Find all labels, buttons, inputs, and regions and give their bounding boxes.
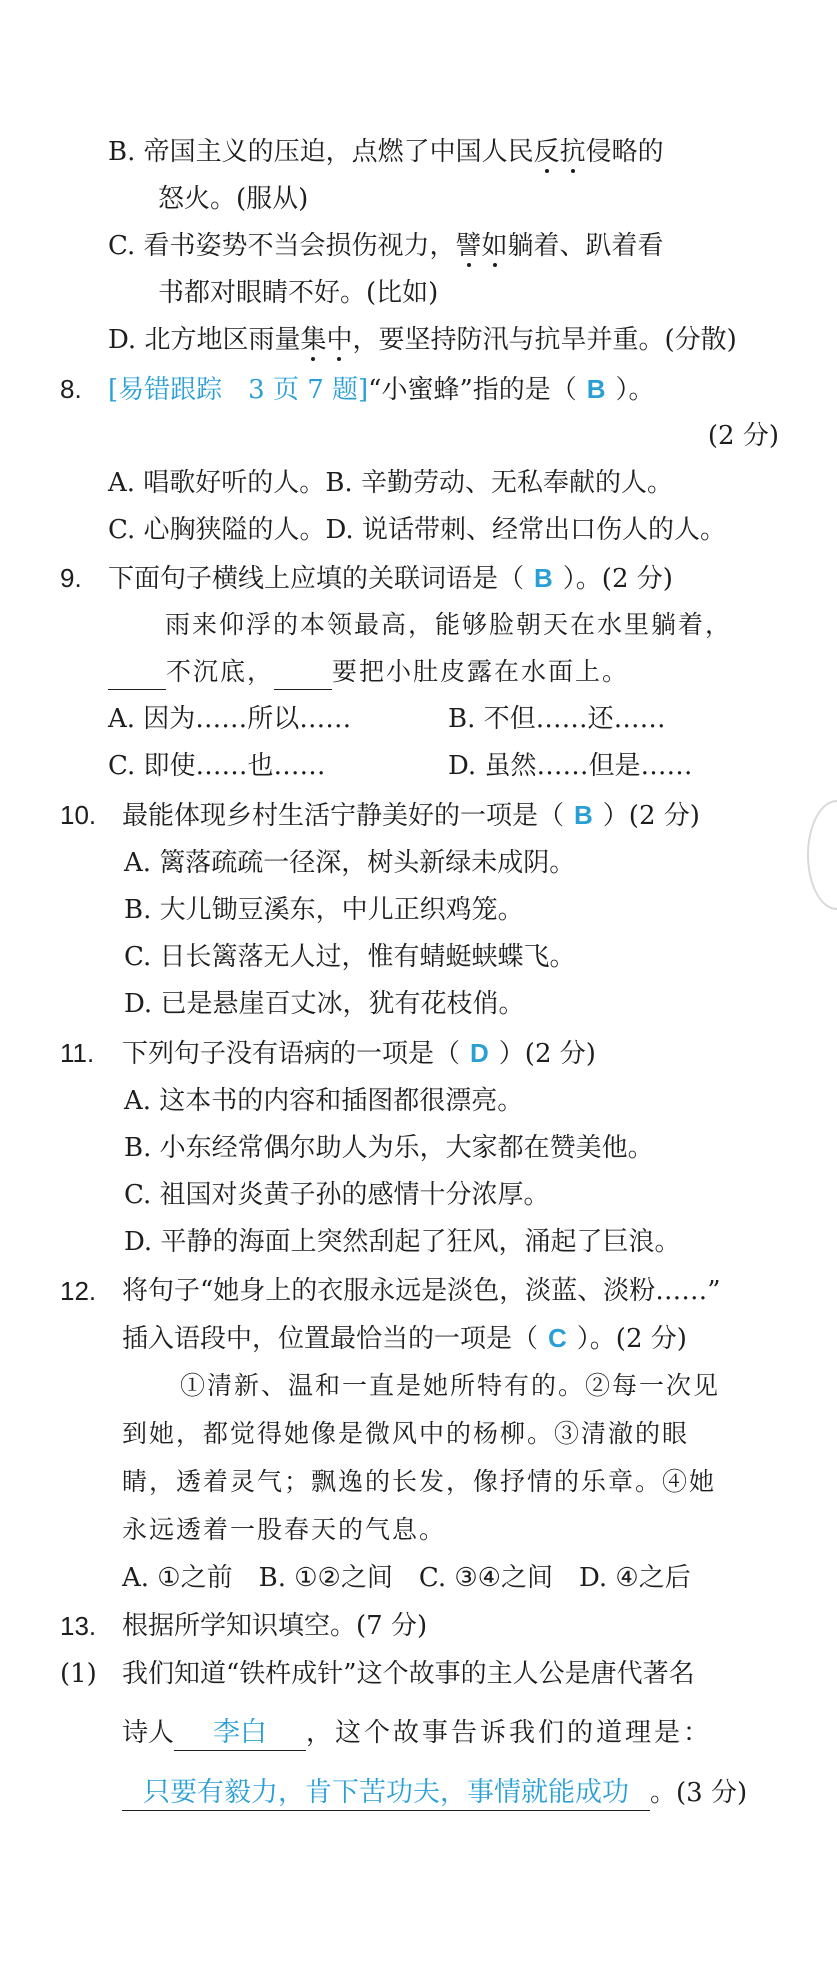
question-number: 12. [60, 1276, 97, 1306]
question-number: 11. [60, 1038, 95, 1068]
q12-passage-line1: ①清新、温和一直是她所特有的。②每一次见 [180, 1371, 721, 1400]
q9-quote-line2: 不沉底， 要把小肚皮露在水面上。 [108, 654, 629, 690]
q10-option-c: C. 日长篱落无人过，惟有蜻蜓蛱蝶飞。 [124, 942, 576, 972]
answer-mark: B [574, 800, 593, 830]
q9-option-d: D. 虽然……但是…… [448, 751, 693, 781]
answer-mark: B [534, 563, 553, 593]
answer-mark: D [470, 1038, 489, 1068]
q13-sub1-line3: 只要有毅力，肯下苦功夫，事情就能成功 。(3 分) [122, 1774, 747, 1811]
fill-blank [108, 662, 166, 690]
q7-option-c-line1: C. 看书姿势不当会损伤视力，譬如躺着、趴着看 [108, 231, 664, 261]
answer-fill-poet: 李白 [174, 1714, 306, 1751]
q12-stem-line1: 将句子“她身上的衣服永远是淡色，淡蓝、淡粉……” [122, 1276, 721, 1306]
question-number: 10. [60, 800, 97, 830]
emphasis-dot-char: 集 [300, 325, 327, 355]
q9-quote-line1: 雨来仰浮的本领最高，能够脸朝天在水里躺着， [165, 610, 733, 639]
q7-option-b-line2: 怒火。(服从) [158, 184, 309, 214]
q9-option-a: A. 因为……所以…… [108, 704, 352, 734]
q9-stem: 下面句子横线上应填的关联词语是（ B ）。(2 分) [108, 563, 673, 594]
q12-stem-line2: 插入语段中，位置最恰当的一项是（ C ）。(2 分) [122, 1323, 687, 1354]
q13-sub1-line1: 我们知道“铁杵成针”这个故事的主人公是唐代著名 [122, 1659, 695, 1689]
emphasis-dot-char: 抗 [559, 137, 586, 167]
q8-options-cd: C. 心胸狭隘的人。D. 说话带刺、经常出口伤人的人。 [108, 515, 726, 545]
q13-sub-number: (1) [60, 1659, 97, 1689]
q9-option-b: B. 不但……还…… [448, 704, 666, 734]
q8-options-ab: A. 唱歌好听的人。B. 辛勤劳动、无私奉献的人。 [108, 468, 673, 498]
q12-passage-line3: 睛，透着灵气；飘逸的长发，像抒情的乐章。④她 [122, 1467, 717, 1496]
answer-fill-moral: 只要有毅力，肯下苦功夫，事情就能成功 [122, 1774, 650, 1811]
q13-sub1-line2: 诗人 李白 ，这个故事告诉我们的道理是： [122, 1714, 712, 1751]
emphasis-dot-char: 如 [481, 231, 508, 261]
page-seal-mark [807, 800, 837, 910]
q7-option-b-line1: B. 帝国主义的压迫，点燃了中国人民反抗侵略的 [108, 137, 664, 167]
emphasis-dot-char: 反 [533, 137, 560, 167]
q11-option-b: B. 小东经常偶尔助人为乐，大家都在赞美他。 [124, 1133, 654, 1163]
q10-stem: 最能体现乡村生活宁静美好的一项是（ B ）(2 分) [122, 800, 700, 831]
q8-stem: [易错跟踪 3 页 7 题]“小蜜蜂”指的是（ B ）。 [108, 374, 655, 405]
q7-option-c-line2: 书都对眼睛不好。(比如) [158, 278, 439, 308]
q13-stem: 根据所学知识填空。(7 分) [122, 1611, 428, 1641]
q11-option-d: D. 平静的海面上突然刮起了狂风，涌起了巨浪。 [124, 1227, 681, 1257]
question-number: 13. [60, 1611, 97, 1641]
q12-passage-line2: 到她，都觉得她像是微风中的杨柳。③清澈的眼 [122, 1419, 690, 1448]
q12-passage-line4: 永远透着一股春天的气息。 [122, 1515, 447, 1544]
q8-score: (2 分) [707, 421, 779, 451]
q10-option-d: D. 已是悬崖百丈冰，犹有花枝俏。 [124, 989, 525, 1019]
q11-option-c: C. 祖国对炎黄子孙的感情十分浓厚。 [124, 1180, 550, 1210]
q10-option-b: B. 大儿锄豆溪东，中儿正织鸡笼。 [124, 895, 524, 925]
q12-options: A. ①之前 B. ①②之间 C. ③④之间 D. ④之后 [122, 1563, 691, 1593]
q11-option-a: A. 这本书的内容和插图都很漂亮。 [124, 1086, 524, 1116]
answer-mark: B [586, 374, 606, 404]
question-number: 9. [60, 563, 82, 593]
question-number: 8. [60, 374, 82, 404]
answer-mark: C [548, 1323, 567, 1353]
error-tracking-tag: [易错跟踪 3 页 7 题] [108, 375, 369, 405]
emphasis-dot-char: 譬 [455, 231, 482, 261]
emphasis-dot-char: 中 [326, 325, 353, 355]
fill-blank [274, 662, 332, 690]
q9-option-c: C. 即使……也…… [108, 751, 326, 781]
q11-stem: 下列句子没有语病的一项是（ D ）(2 分) [122, 1038, 596, 1069]
q7-option-d: D. 北方地区雨量集中，要坚持防汛与抗旱并重。(分散) [108, 325, 737, 355]
q10-option-a: A. 篱落疏疏一径深，树头新绿未成阴。 [124, 848, 576, 878]
